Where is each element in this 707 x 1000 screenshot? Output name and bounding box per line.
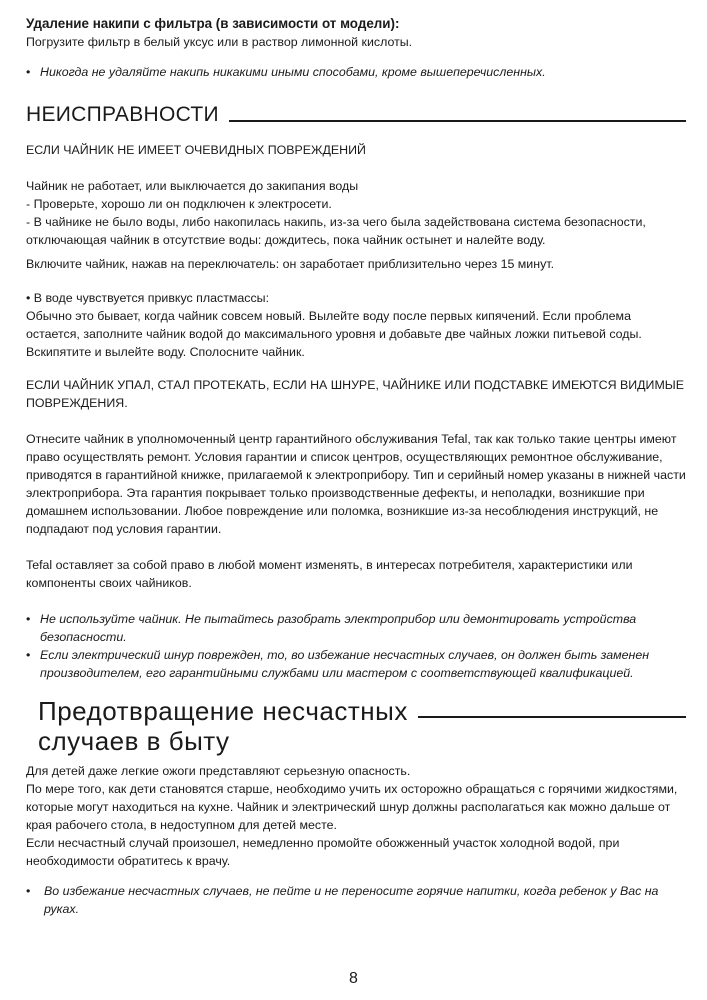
prevention-title-line2: случаев в быту (38, 726, 230, 756)
faults-paragraph-5: Tefal оставляет за собой право в любой момент изменять, в интересах потребителя, характеристики или компоненты своих чайников. (26, 558, 633, 590)
faults-paragraph-1 (26, 177, 686, 249)
faults-p3-line2: Обычно это бывает, когда чайник совсем новый. Вылейте воду после первых кипячений. Если проблема остается, заполните чайник водой до максимального уровня и добавьте две чайных ложки питьевой соды. Вскипятите и вылейте воду. Сполосните чайник. (26, 309, 642, 359)
faults-p1-line2: - Проверьте, хорошо ли он подключен к электросети. (26, 197, 332, 211)
prevention-section-header (26, 696, 686, 756)
prevention-body (26, 762, 686, 870)
prevention-line2: По мере того, как дети становятся старше, необходимо учить их осторожно обращаться с горячими жидкостями, которые могут находиться на кухне. Чайник и электрический шнур должны располагаться как можно дальше от края рабочего стола, в недоступном для детей месте. (26, 782, 678, 832)
faults-subheading-1: ЕСЛИ ЧАЙНИК НЕ ИМЕЕТ ОЧЕВИДНЫХ ПОВРЕЖДЕНИЙ (26, 143, 366, 157)
section-rule (229, 120, 686, 122)
faults-p3-line1: • В воде чувствуется привкус пластмассы: (26, 291, 270, 305)
descale-text: Погрузите фильтр в белый уксус или в раствор лимонной кислоты. (26, 35, 413, 49)
prevention-title-line1: Предотвращение несчастных (38, 696, 408, 726)
faults-p1-line3: - В чайнике не было воды, либо накопилась накипь, из-за чего была задействована система безопасности, отключающая чайник в отсутствие воды: дождитесь, пока чайник остынет и налейте воду. (26, 215, 646, 247)
faults-paragraph-4: Отнесите чайник в уполномоченный центр гарантийного обслуживания Tefal, так как только такие центры имеют право осуществлять ремонт. Условия гарантии и список центров, осуществляющих ремонтное обслуживание, приводятся в гарантийной книжке, прилагаемой к электроприбору. Тип и серийный номер указаны в нижней части электроприбора. Эта гарантия покрывает только производственные дефекты, и неполадки, возникшие при домашнем использовании. Любое повреждение или поломка, возникшие из-за несоблюдения инструкций, не подпадают под условия гарантии. (26, 432, 686, 536)
faults-p1-line1: Чайник не работает, или выключается до закипания воды (26, 179, 359, 193)
prevention-line3: Если несчастный случай произошел, немедленно промойте обожженный участок холодной водой, при необходимости обратитесь к врачу. (26, 836, 620, 868)
faults-bullet-1: • Не используйте чайник. Не пытайтесь разобрать электроприбор или демонтировать устройства безопасности. (26, 610, 686, 646)
faults-bullet-2: • Если электрический шнур поврежден, то, во избежание несчастных случаев, он должен быть заменен производителем, его гарантийными службами или мастером с соответствующей квалификацией. (26, 646, 686, 682)
descale-heading: Удаление накипи с фильтра (в зависимости от модели): (26, 16, 400, 31)
section-rule (418, 716, 686, 718)
faults-paragraph-3 (26, 289, 686, 361)
descale-bullet: • Никогда не удаляйте накипь никакими иными способами, кроме вышеперечисленных. (26, 63, 686, 81)
page-number: 8 (349, 970, 358, 987)
faults-section-header (26, 103, 686, 127)
prevention-bullet: • Во избежание несчастных случаев, не пейте и не переносите горячие напитки, когда ребенок у Вас на руках. (26, 882, 686, 918)
faults-title: НЕИСПРАВНОСТИ (26, 103, 219, 126)
document-page (26, 14, 686, 918)
prevention-line1: Для детей даже легкие ожоги представляют серьезную опасность. (26, 764, 411, 778)
faults-paragraph-2: Включите чайник, нажав на переключатель: он заработает приблизительно через 15 минут. (26, 257, 555, 271)
faults-subheading-2: ЕСЛИ ЧАЙНИК УПАЛ, СТАЛ ПРОТЕКАТЬ, ЕСЛИ НА ШНУРЕ, ЧАЙНИКЕ ИЛИ ПОДСТАВКЕ ИМЕЮТСЯ ВИДИМЫЕ ПОВРЕЖДЕНИЯ. (26, 378, 684, 410)
